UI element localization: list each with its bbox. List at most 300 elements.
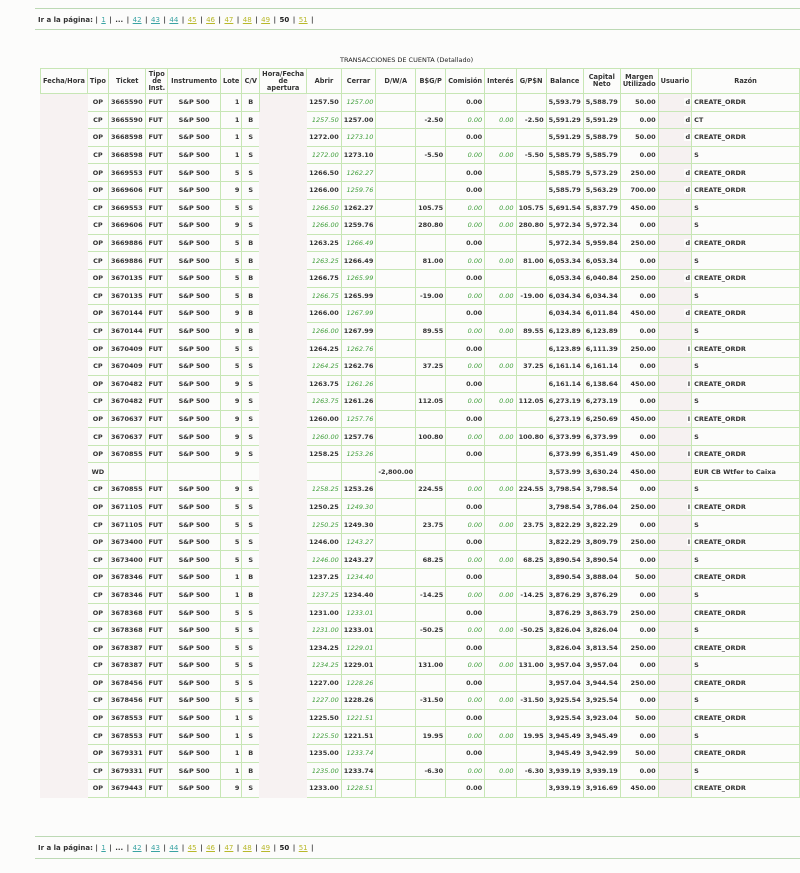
cell-razon: S <box>692 762 800 780</box>
cell-lote: 5 <box>221 692 242 710</box>
cell-usuario <box>658 621 691 639</box>
cell-interes: 0.00 <box>485 727 516 745</box>
cell-comision: 0.00 <box>446 727 485 745</box>
cell-interes <box>485 445 516 463</box>
page-link[interactable]: 49 <box>261 16 271 24</box>
cell-usuario <box>658 164 691 182</box>
cell-tipo: CP <box>87 516 108 534</box>
cell-balance: 3,890.54 <box>546 551 583 569</box>
divider <box>35 8 800 9</box>
cell-gpn <box>516 445 546 463</box>
cell-margen: 0.00 <box>620 217 658 235</box>
cell-comision: 0.00 <box>446 322 485 340</box>
pagination-separator: | <box>252 16 261 24</box>
pagination-bottom <box>38 844 314 852</box>
cell-cv: S <box>242 709 260 727</box>
cell-cv: S <box>242 164 260 182</box>
cell-tipo-inst: FUT <box>146 322 168 340</box>
cell-balance: 3,939.19 <box>546 780 583 798</box>
cell-instrumento: S&P 500 <box>168 551 221 569</box>
cell-abrir: 1272.00 <box>307 146 342 164</box>
cell-bgp: -5.50 <box>416 146 446 164</box>
pagination-separator: | <box>271 16 279 24</box>
cell-dwa <box>376 129 416 147</box>
cell-capital-neto: 3,942.99 <box>583 744 620 762</box>
cell-cv: B <box>242 305 260 323</box>
cell-lote: 5 <box>221 357 242 375</box>
cell-usuario <box>658 94 691 112</box>
cell-ticket: 3670482 <box>108 393 146 411</box>
cell-ticket: 3678368 <box>108 621 146 639</box>
cell-dwa <box>376 674 416 692</box>
cell-lote: 1 <box>221 709 242 727</box>
cell-bgp: 105.75 <box>416 199 446 217</box>
usuario-fragment: I <box>687 538 691 547</box>
usuario-fragment: d <box>685 309 691 318</box>
table-row <box>41 287 800 305</box>
cell-abrir: 1263.75 <box>307 393 342 411</box>
cell-hora-fecha-apertura <box>260 94 307 798</box>
cell-usuario <box>658 199 691 217</box>
cell-dwa <box>376 727 416 745</box>
page-link[interactable]: 48 <box>242 844 252 852</box>
cell-bgp: 19.95 <box>416 727 446 745</box>
cell-cv: S <box>242 445 260 463</box>
cell-lote <box>221 463 242 481</box>
cell-lote: 9 <box>221 375 242 393</box>
usuario-fragment: d <box>685 168 691 177</box>
cell-margen: 450.00 <box>620 199 658 217</box>
cell-bgp <box>416 569 446 587</box>
cell-ticket: 3670409 <box>108 340 146 358</box>
cell-ticket: 3673400 <box>108 533 146 551</box>
cell-interes: 0.00 <box>485 146 516 164</box>
cell-instrumento: S&P 500 <box>168 569 221 587</box>
cell-ticket: 3670135 <box>108 269 146 287</box>
cell-cv: S <box>242 375 260 393</box>
cell-cv: S <box>242 357 260 375</box>
cell-capital-neto: 3,822.29 <box>583 516 620 534</box>
cell-gpn <box>516 340 546 358</box>
pagination-separator: | <box>197 844 206 852</box>
cell-abrir: 1266.00 <box>307 217 342 235</box>
cell-bgp <box>416 533 446 551</box>
cell-cerrar: 1257.00 <box>341 94 376 112</box>
cell-ticket: 3669553 <box>108 199 146 217</box>
cell-cerrar: 1228.51 <box>341 780 376 798</box>
cell-instrumento: S&P 500 <box>168 533 221 551</box>
table-row <box>41 146 800 164</box>
cell-ticket: 3670855 <box>108 481 146 499</box>
cell-cerrar: 1234.40 <box>341 569 376 587</box>
page-link[interactable]: 1 <box>101 16 106 24</box>
header-comision: Comisión <box>446 69 485 94</box>
cell-tipo-inst: FUT <box>146 375 168 393</box>
cell-tipo: OP <box>87 340 108 358</box>
pagination-separator: | <box>290 844 298 852</box>
cell-comision: 0.00 <box>446 181 485 199</box>
cell-lote: 5 <box>221 164 242 182</box>
cell-abrir: 1260.00 <box>307 428 342 446</box>
cell-interes <box>485 181 516 199</box>
cell-cerrar: 1233.01 <box>341 604 376 622</box>
cell-dwa <box>376 94 416 112</box>
cell-abrir: 1266.00 <box>307 181 342 199</box>
cell-instrumento: S&P 500 <box>168 428 221 446</box>
cell-razon: CREATE_ORDR <box>692 94 800 112</box>
cell-lote: 1 <box>221 727 242 745</box>
cell-gpn <box>516 674 546 692</box>
cell-balance: 6,373.99 <box>546 428 583 446</box>
cell-bgp <box>416 604 446 622</box>
page-link[interactable]: 48 <box>242 16 252 24</box>
cell-capital-neto: 6,111.39 <box>583 340 620 358</box>
cell-dwa <box>376 586 416 604</box>
page-link[interactable]: 47 <box>224 844 234 852</box>
cell-abrir: 1227.00 <box>307 674 342 692</box>
header-abrir: Abrir <box>307 69 342 94</box>
cell-gpn: 81.00 <box>516 252 546 270</box>
cell-gpn: 89.55 <box>516 322 546 340</box>
cell-cv: S <box>242 498 260 516</box>
cell-capital-neto: 5,563.29 <box>583 181 620 199</box>
cell-tipo-inst: FUT <box>146 305 168 323</box>
cell-interes: 0.00 <box>485 287 516 305</box>
pagination-separator: | <box>197 16 206 24</box>
cell-cerrar: 1267.99 <box>341 305 376 323</box>
cell-gpn <box>516 269 546 287</box>
cell-razon: CREATE_ORDR <box>692 533 800 551</box>
cell-interes <box>485 269 516 287</box>
page-link[interactable]: 46 <box>206 844 215 852</box>
pagination-separator: | <box>106 844 115 852</box>
cell-dwa <box>376 322 416 340</box>
cell-cerrar: 1257.76 <box>341 410 376 428</box>
cell-bgp: -2.50 <box>416 111 446 129</box>
cell-balance: 3,957.04 <box>546 674 583 692</box>
cell-margen: 0.00 <box>620 762 658 780</box>
page-link[interactable]: 51 <box>298 16 308 24</box>
table-row <box>41 445 800 463</box>
cell-dwa <box>376 533 416 551</box>
cell-balance: 3,573.99 <box>546 463 583 481</box>
cell-bgp <box>416 639 446 657</box>
pagination-separator: | <box>252 844 261 852</box>
table-row <box>41 357 800 375</box>
cell-capital-neto: 5,959.84 <box>583 234 620 252</box>
cell-ticket: 3668598 <box>108 129 146 147</box>
cell-ticket: 3670409 <box>108 357 146 375</box>
cell-comision: 0.00 <box>446 111 485 129</box>
cell-tipo-inst: FUT <box>146 181 168 199</box>
cell-tipo: OP <box>87 533 108 551</box>
table-row <box>41 164 800 182</box>
cell-bgp: 81.00 <box>416 252 446 270</box>
cell-comision: 0.00 <box>446 94 485 112</box>
cell-dwa <box>376 709 416 727</box>
cell-gpn <box>516 498 546 516</box>
cell-dwa <box>376 234 416 252</box>
cell-instrumento: S&P 500 <box>168 762 221 780</box>
cell-razon: CREATE_ORDR <box>692 234 800 252</box>
cell-tipo-inst: FUT <box>146 621 168 639</box>
cell-margen: 0.00 <box>620 551 658 569</box>
header-tipo-inst: Tipo de Inst. <box>146 69 168 94</box>
cell-abrir: 1266.50 <box>307 199 342 217</box>
cell-abrir: 1233.00 <box>307 780 342 798</box>
cell-tipo: OP <box>87 780 108 798</box>
cell-instrumento: S&P 500 <box>168 199 221 217</box>
cell-abrir: 1257.50 <box>307 111 342 129</box>
cell-balance: 3,945.49 <box>546 744 583 762</box>
cell-balance: 5,591.29 <box>546 111 583 129</box>
cell-abrir: 1272.00 <box>307 129 342 147</box>
page-link[interactable]: 42 <box>132 844 142 852</box>
cell-gpn <box>516 709 546 727</box>
cell-interes: 0.00 <box>485 217 516 235</box>
cell-balance: 5,585.79 <box>546 146 583 164</box>
cell-dwa <box>376 269 416 287</box>
cell-gpn: -2.50 <box>516 111 546 129</box>
table-row <box>41 727 800 745</box>
cell-razon: S <box>692 217 800 235</box>
usuario-fragment: d <box>685 133 691 142</box>
cell-interes: 0.00 <box>485 393 516 411</box>
cell-cv: S <box>242 146 260 164</box>
cell-interes <box>485 305 516 323</box>
cell-margen: 0.00 <box>620 657 658 675</box>
cell-tipo-inst: FUT <box>146 146 168 164</box>
divider <box>35 836 800 837</box>
cell-comision: 0.00 <box>446 709 485 727</box>
cell-capital-neto: 6,161.14 <box>583 357 620 375</box>
page-link[interactable]: 45 <box>187 16 197 24</box>
page-link[interactable]: 42 <box>132 16 142 24</box>
cell-tipo-inst: FUT <box>146 410 168 428</box>
cell-margen: 0.00 <box>620 322 658 340</box>
page-link[interactable]: 49 <box>261 844 271 852</box>
cell-tipo: OP <box>87 181 108 199</box>
cell-bgp <box>416 498 446 516</box>
cell-cv: S <box>242 181 260 199</box>
cell-razon: S <box>692 586 800 604</box>
cell-ticket: 3671105 <box>108 498 146 516</box>
cell-razon: S <box>692 481 800 499</box>
cell-balance: 6,034.34 <box>546 305 583 323</box>
cell-usuario <box>658 463 691 481</box>
cell-fecha-hora <box>41 94 88 569</box>
page-link[interactable]: 43 <box>151 16 160 24</box>
cell-capital-neto: 3,813.54 <box>583 639 620 657</box>
table-row <box>41 340 800 358</box>
cell-usuario <box>658 428 691 446</box>
cell-ticket: 3670855 <box>108 445 146 463</box>
cell-cv: S <box>242 393 260 411</box>
page-link[interactable]: 45 <box>187 844 197 852</box>
pagination-separator: | <box>124 844 132 852</box>
page-link[interactable]: 51 <box>298 844 308 852</box>
cell-abrir: 1227.00 <box>307 692 342 710</box>
cell-dwa <box>376 657 416 675</box>
cell-lote: 9 <box>221 428 242 446</box>
page-link[interactable]: 1 <box>101 844 106 852</box>
pagination-separator: | <box>160 16 169 24</box>
cell-margen: 50.00 <box>620 709 658 727</box>
cell-dwa <box>376 551 416 569</box>
cell-gpn: -50.25 <box>516 621 546 639</box>
cell-bgp <box>416 674 446 692</box>
cell-margen: 250.00 <box>620 604 658 622</box>
cell-tipo: OP <box>87 639 108 657</box>
cell-interes: 0.00 <box>485 199 516 217</box>
cell-usuario <box>658 586 691 604</box>
cell-capital-neto: 3,876.29 <box>583 586 620 604</box>
cell-capital-neto: 5,588.79 <box>583 94 620 112</box>
cell-comision: 0.00 <box>446 410 485 428</box>
pagination-links <box>95 16 313 24</box>
cell-tipo: CP <box>87 322 108 340</box>
cell-instrumento: S&P 500 <box>168 269 221 287</box>
cell-bgp: 131.00 <box>416 657 446 675</box>
cell-dwa <box>376 445 416 463</box>
cell-ticket: 3678553 <box>108 709 146 727</box>
cell-gpn <box>516 463 546 481</box>
table-row <box>41 674 800 692</box>
cell-interes: 0.00 <box>485 657 516 675</box>
cell-gpn: 100.80 <box>516 428 546 446</box>
cell-comision: 0.00 <box>446 445 485 463</box>
cell-cv: B <box>242 234 260 252</box>
cell-instrumento: S&P 500 <box>168 164 221 182</box>
cell-ticket: 3669606 <box>108 181 146 199</box>
cell-lote: 1 <box>221 111 242 129</box>
cell-dwa <box>376 146 416 164</box>
cell-capital-neto: 3,888.04 <box>583 569 620 587</box>
cell-razon: CREATE_ORDR <box>692 181 800 199</box>
header-cv: C/V <box>242 69 260 94</box>
cell-razon: CREATE_ORDR <box>692 498 800 516</box>
cell-instrumento: S&P 500 <box>168 604 221 622</box>
cell-margen: 0.00 <box>620 428 658 446</box>
cell-tipo: CP <box>87 657 108 675</box>
cell-bgp <box>416 164 446 182</box>
cell-bgp: 224.55 <box>416 481 446 499</box>
cell-dwa <box>376 164 416 182</box>
cell-instrumento: S&P 500 <box>168 727 221 745</box>
cell-balance: 6,053.34 <box>546 269 583 287</box>
page-link[interactable]: 46 <box>206 16 215 24</box>
cell-tipo-inst: FUT <box>146 252 168 270</box>
cell-razon: S <box>692 657 800 675</box>
cell-ticket: 3679331 <box>108 744 146 762</box>
cell-usuario <box>658 692 691 710</box>
cell-abrir: 1266.75 <box>307 269 342 287</box>
cell-gpn: -19.00 <box>516 287 546 305</box>
cell-cerrar: 1257.00 <box>341 111 376 129</box>
cell-margen: 0.00 <box>620 393 658 411</box>
cell-lote: 5 <box>221 657 242 675</box>
cell-comision: 0.00 <box>446 657 485 675</box>
cell-razon: S <box>692 146 800 164</box>
cell-dwa <box>376 252 416 270</box>
pagination-links <box>95 844 313 852</box>
cell-margen: 0.00 <box>620 287 658 305</box>
cell-cerrar: 1233.01 <box>341 621 376 639</box>
cell-tipo-inst: FUT <box>146 709 168 727</box>
cell-lote: 5 <box>221 498 242 516</box>
cell-usuario <box>658 744 691 762</box>
page-link[interactable]: 44 <box>169 16 179 24</box>
cell-gpn <box>516 604 546 622</box>
cell-capital-neto: 6,053.34 <box>583 252 620 270</box>
pagination-separator: | <box>308 16 314 24</box>
cell-razon: S <box>692 621 800 639</box>
cell-bgp: 23.75 <box>416 516 446 534</box>
cell-capital-neto: 3,826.04 <box>583 621 620 639</box>
cell-abrir: 1231.00 <box>307 621 342 639</box>
pagination-separator: | <box>179 844 187 852</box>
cell-cerrar: 1261.26 <box>341 375 376 393</box>
cell-balance: 6,161.14 <box>546 357 583 375</box>
cell-cerrar: 1267.99 <box>341 322 376 340</box>
table-row <box>41 217 800 235</box>
cell-usuario <box>658 393 691 411</box>
cell-cerrar: 1273.10 <box>341 146 376 164</box>
cell-ticket <box>108 463 146 481</box>
cell-tipo-inst: FUT <box>146 129 168 147</box>
cell-capital-neto: 3,957.04 <box>583 657 620 675</box>
cell-tipo: CP <box>87 217 108 235</box>
cell-abrir: 1263.25 <box>307 234 342 252</box>
cell-balance: 3,822.29 <box>546 533 583 551</box>
cell-ticket: 3678387 <box>108 639 146 657</box>
cell-instrumento: S&P 500 <box>168 393 221 411</box>
cell-gpn <box>516 181 546 199</box>
cell-dwa <box>376 410 416 428</box>
table-row <box>41 375 800 393</box>
table-row <box>41 428 800 446</box>
cell-capital-neto: 6,123.89 <box>583 322 620 340</box>
table-header-row <box>41 69 800 94</box>
cell-gpn: 105.75 <box>516 199 546 217</box>
cell-cv: S <box>242 481 260 499</box>
cell-interes: 0.00 <box>485 111 516 129</box>
cell-tipo-inst: FUT <box>146 762 168 780</box>
header-tipo: Tipo <box>87 69 108 94</box>
cell-balance: 3,945.49 <box>546 727 583 745</box>
cell-lote: 5 <box>221 234 242 252</box>
page-link[interactable]: 47 <box>224 16 234 24</box>
cell-interes: 0.00 <box>485 586 516 604</box>
cell-lote: 1 <box>221 146 242 164</box>
cell-interes: 0.00 <box>485 322 516 340</box>
cell-ticket: 3678368 <box>108 604 146 622</box>
cell-capital-neto: 5,588.79 <box>583 129 620 147</box>
usuario-fragment: I <box>687 450 691 459</box>
cell-balance: 5,591.29 <box>546 129 583 147</box>
cell-interes <box>485 744 516 762</box>
cell-razon: CREATE_ORDR <box>692 375 800 393</box>
page-link[interactable]: 43 <box>151 844 160 852</box>
page-link[interactable]: 44 <box>169 844 179 852</box>
cell-margen: 0.00 <box>620 727 658 745</box>
cell-instrumento: S&P 500 <box>168 692 221 710</box>
cell-cv: S <box>242 727 260 745</box>
cell-interes: 0.00 <box>485 481 516 499</box>
cell-tipo-inst: FUT <box>146 340 168 358</box>
cell-cv: S <box>242 516 260 534</box>
cell-razon: CREATE_ORDR <box>692 674 800 692</box>
